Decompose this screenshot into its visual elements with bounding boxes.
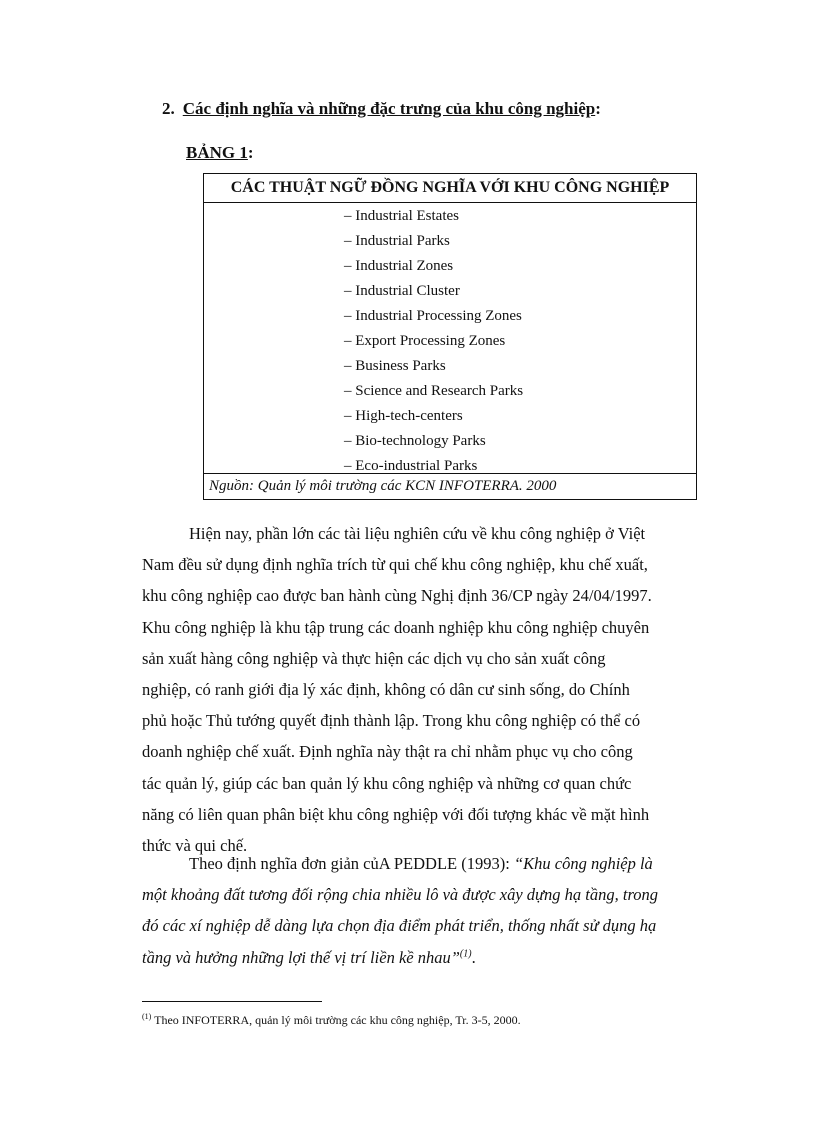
paragraph-line: khu công nghiệp cao được ban hành cùng Nghị định 36/CP ngày 24/04/1997. <box>142 586 652 606</box>
paragraph-line: nghiệp, có ranh giới địa lý xác định, không có dân cư sinh sống, do Chính <box>142 680 630 700</box>
table-label <box>186 143 254 163</box>
table-term: – High-tech-centers <box>344 408 463 424</box>
footnote <box>142 1013 521 1028</box>
table-term: – Export Processing Zones <box>344 333 506 349</box>
paragraph-1 <box>142 518 712 861</box>
table-source: Nguồn: Quản lý môi trường các KCN INFOTERRA. 2000 <box>209 478 557 494</box>
table-label-colon: : <box>247 143 254 162</box>
footnote-separator <box>142 1001 322 1002</box>
section-title: Các định nghĩa và những đặc trưng của khu công nghiệp <box>182 99 596 118</box>
table-term: – Eco-industrial Parks <box>344 458 478 474</box>
section-number: 2. <box>162 99 175 118</box>
table-term: – Industrial Processing Zones <box>344 308 522 324</box>
table-term: – Industrial Estates <box>344 208 459 224</box>
paragraph-line <box>142 848 712 879</box>
footnote-reference: (1) <box>459 948 472 960</box>
paragraph-line: năng có liên quan phân biệt khu công nghiệp với đối tượng khác về mặt hình <box>142 804 650 824</box>
paragraph-2 <box>142 848 712 973</box>
section-colon: : <box>595 99 601 118</box>
footnote-text: Theo INFOTERRA, quản lý môi trường các khu công nghiệp, Tr. 3-5, 2000. <box>151 1013 521 1027</box>
footnote-marker: (1) <box>142 1012 152 1021</box>
table-term-list <box>204 203 696 474</box>
section-heading <box>162 99 601 119</box>
paragraph-line: Hiện nay, phần lớn các tài liệu nghiên cứu về khu công nghiệp ở Việt <box>189 524 646 543</box>
paragraph-2-intro: Theo định nghĩa đơn giản củA PEDDLE (1993): <box>189 854 514 873</box>
definition-quote: “Khu công nghiệp là <box>513 854 653 873</box>
paragraph-line: tầng và hưởng những lợi thế vị trí liền kề nhau”$^{(1)}$. <box>142 947 476 967</box>
table-label-text: BẢNG 1 <box>186 143 248 162</box>
table-term: – Industrial Cluster <box>344 283 460 299</box>
paragraph-line: đó các xí nghiệp dễ dàng lựa chọn địa điểm phát triển, thống nhất sử dụng hạ <box>142 916 657 936</box>
paragraph-line: thức và qui chế. <box>142 836 248 856</box>
table-term: – Bio-technology Parks <box>344 433 486 449</box>
paragraph-line: doanh nghiệp chế xuất. Định nghĩa này thật ra chỉ nhằm phục vụ cho công <box>142 742 633 762</box>
paragraph-line: phủ hoặc Thủ tướng quyết định thành lập. Trong khu công nghiệp có thể có <box>142 711 641 731</box>
synonym-table <box>203 173 697 500</box>
paragraph-line: tác quản lý, giúp các ban quản lý khu công nghiệp và những cơ quan chức <box>142 773 632 793</box>
paragraph-line: Khu công nghiệp là khu tập trung các doanh nghiệp khu công nghiệp chuyên <box>142 617 650 637</box>
paragraph-line: sản xuất hàng công nghiệp và thực hiện các dịch vụ cho sản xuất công <box>142 648 606 668</box>
paragraph-line: một khoảng đất tương đối rộng chia nhiều lô và được xây dựng hạ tầng, trong <box>142 885 659 905</box>
table-term: – Industrial Zones <box>344 258 454 274</box>
table-term: – Science and Research Parks <box>344 383 524 399</box>
table-header: CÁC THUẬT NGỮ ĐỒNG NGHĨA VỚI KHU CÔNG NGHIỆP <box>204 174 696 203</box>
table-term: – Industrial Parks <box>344 233 450 249</box>
table-term: – Business Parks <box>344 358 446 374</box>
paragraph-line: Nam đều sử dụng định nghĩa trích từ qui chế khu công nghiệp, khu chế xuất, <box>142 555 648 575</box>
